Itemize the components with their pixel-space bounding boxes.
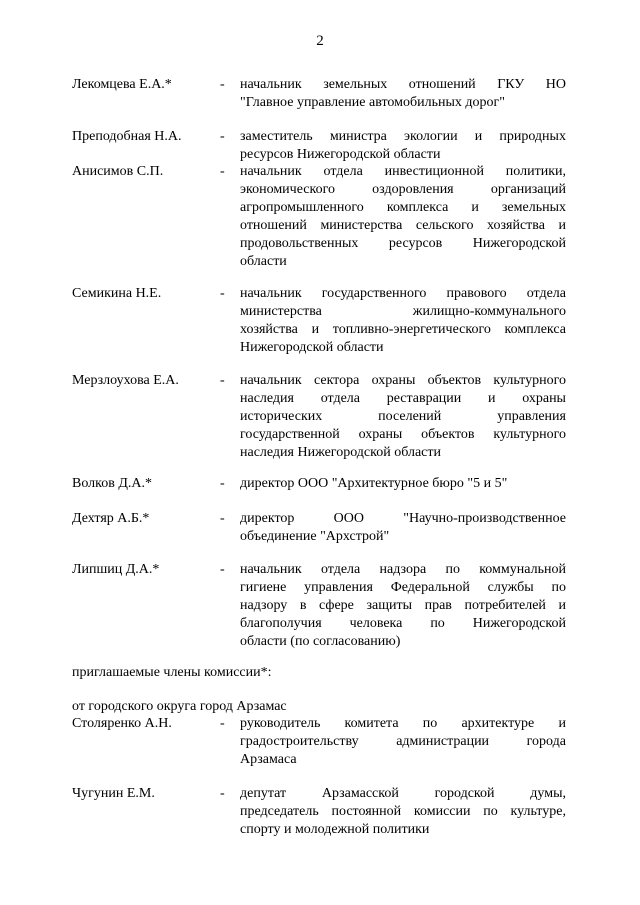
invited-members-heading: приглашаемые члены комиссии*:: [72, 665, 272, 680]
role-line: экономического оздоровления организаций: [240, 182, 566, 197]
member-role: [240, 785, 566, 839]
member-dash: -: [220, 476, 225, 491]
role-line: исторических поселений управления: [240, 409, 566, 424]
member-name: Мерзлоухова Е.А.: [72, 373, 179, 388]
role-line: Арзамаса: [240, 752, 297, 767]
member-role: [240, 76, 566, 112]
member-role: [240, 561, 566, 651]
member-dash: -: [220, 716, 225, 731]
role-line: депутат Арзамасской городской думы,: [240, 786, 566, 801]
role-line: благополучия человека по Нижегородской: [240, 616, 566, 631]
role-line: начальник государственного правового отдела: [240, 286, 566, 301]
role-line: государственной охраны объектов культурного: [240, 427, 566, 442]
role-line: министерства жилищно-коммунального: [240, 304, 566, 319]
member-name: Анисимов С.П.: [72, 164, 164, 179]
member-name: Семикина Н.Е.: [72, 286, 162, 301]
member-dash: -: [220, 786, 225, 801]
role-line: объединение "Архстрой": [240, 529, 390, 544]
member-dash: -: [220, 164, 225, 179]
member-name: Липшиц Д.А.*: [72, 562, 160, 577]
member-dash: -: [220, 373, 225, 388]
member-dash: -: [220, 129, 225, 144]
role-line: Нижегородской области: [240, 340, 384, 355]
role-line: области: [240, 254, 287, 269]
role-line: продовольственных ресурсов Нижегородской: [240, 236, 566, 251]
member-role: [240, 128, 566, 164]
role-line: хозяйства и топливно-энергетического комплекса: [240, 322, 566, 337]
member-role: [240, 475, 566, 493]
role-line: спорту и молодежной политики: [240, 822, 430, 837]
page-number: 2: [316, 33, 324, 49]
member-role: [240, 372, 566, 462]
member-role: [240, 510, 566, 546]
role-line: начальник сектора охраны объектов культурного: [240, 373, 566, 388]
role-line: председатель постоянной комиссии по культуре,: [240, 804, 566, 819]
member-dash: -: [220, 77, 225, 92]
role-line: надзору в сфере защиты прав потребителей и: [240, 598, 566, 613]
role-line: заместитель министра экологии и природных: [240, 129, 566, 144]
role-line: директор ООО "Архитектурное бюро "5 и 5": [240, 476, 508, 491]
member-name: Преподобная Н.А.: [72, 129, 182, 144]
role-line: агропромышленного комплекса и земельных: [240, 200, 566, 215]
role-line: "Главное управление автомобильных дорог": [240, 95, 505, 110]
role-line: гигиене управления Федеральной службы по: [240, 580, 566, 595]
role-line: руководитель комитета по архитектуре и: [240, 716, 566, 731]
district-heading: от городского округа город Арзамас: [72, 699, 287, 714]
member-name: Чугунин Е.М.: [72, 786, 155, 801]
member-name: Столяренко А.Н.: [72, 716, 172, 731]
member-role: [240, 163, 566, 271]
role-line: директор ООО "Научно-производственное: [240, 511, 566, 526]
role-line: начальник отдела инвестиционной политики,: [240, 164, 566, 179]
role-line: отношений министерства сельского хозяйства и: [240, 218, 566, 233]
role-line: начальник земельных отношений ГКУ НО: [240, 77, 566, 92]
member-name: Дехтяр А.Б.*: [72, 511, 150, 526]
member-dash: -: [220, 286, 225, 301]
role-line: начальник отдела надзора по коммунальной: [240, 562, 566, 577]
member-role: [240, 285, 566, 357]
member-dash: -: [220, 562, 225, 577]
member-name: Лекомцева Е.А.*: [72, 77, 172, 92]
member-name: Волков Д.А.*: [72, 476, 153, 491]
member-role: [240, 715, 566, 769]
member-dash: -: [220, 511, 225, 526]
role-line: ресурсов Нижегородской области: [240, 147, 441, 162]
role-line: области (по согласованию): [240, 634, 401, 649]
role-line: наследия отдела реставрации и охраны: [240, 391, 566, 406]
role-line: наследия Нижегородской области: [240, 445, 442, 460]
role-line: градостроительству администрации города: [240, 734, 566, 749]
